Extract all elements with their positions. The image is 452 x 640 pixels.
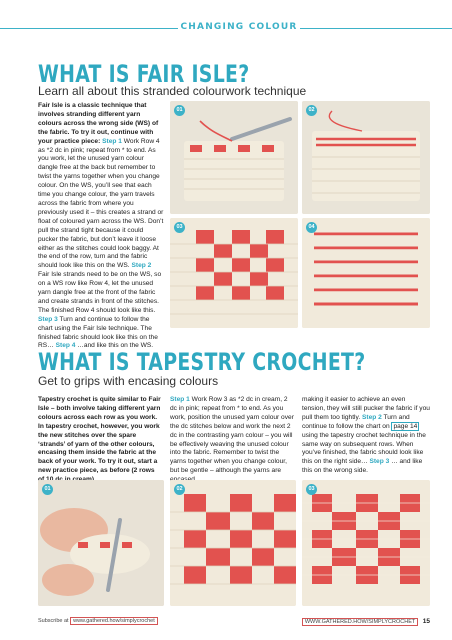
tapestry-step1-label: Step 1 [170,396,190,403]
fair-isle-step3-label: Step 3 [38,315,58,323]
fair-isle-photo-2 [302,101,430,214]
tapestry-photo-1 [38,480,164,606]
page-footer [38,618,430,628]
footer-right [302,618,430,625]
tapestry-rs-swatch-image [170,480,296,606]
tapestry-step2-pre: Turn and continue to follow the chart on [302,413,410,430]
tapestry-step3-text: … and like this on the wrong side. [302,458,423,475]
tapestry-photo-3 [302,480,430,606]
header-rule-left [0,28,178,29]
section-label: CHANGING COLOUR [180,22,298,32]
page-reference-link[interactable]: page 14 [393,422,418,430]
section-header [0,22,452,36]
fair-isle-step1-label: Step 1 [102,137,122,145]
tapestry-col3 [302,396,430,476]
photo-number-badge: 03 [174,222,185,233]
photo-number-badge: 02 [306,105,317,116]
tapestry-col3-text: making it easier to achieve an even tension, they will still pucker the fabric if you pull them too tightly. [302,396,430,421]
fair-isle-subtitle: Learn all about this stranded colourwork technique [38,84,307,98]
fair-isle-step2-label: Step 2 [131,262,152,270]
crochet-strands-swatch-image [302,101,430,214]
fair-isle-photo-4 [302,218,430,328]
photo-number-badge: 03 [306,484,317,495]
fair-isle-step3-text: Turn and continue to follow the chart using the Fair Isle technique. The finished fabric should look like this on the RS… [38,315,158,350]
crochet-hook-swatch-image [170,101,298,214]
tapestry-subtitle: Get to grips with encasing colours [38,374,219,388]
header-rule-right [300,28,452,29]
tapestry-step3-label: Step 3 [369,458,390,466]
tapestry-step1 [170,396,294,485]
tapestry-photo-2 [170,480,296,606]
fair-isle-intro: Fair Isle is a classic technique that involves stranding different yarn colours across the wrong side (WS) of the fabric. To try it out, continue with your practice piece: [38,102,159,145]
fair-isle-ws-swatch-image [302,218,430,328]
fair-isle-photo-3 [170,218,298,328]
photo-number-badge: 01 [174,105,185,116]
tapestry-hands-image [38,480,164,606]
tapestry-step1-text: Work Row 3 as *2 dc in cream, 2 dc in pink; repeat from * to end. As you work, position the unused yarn colour over the dc stitches below and work the next 2 dc in the contrasting yarn colour – you will be effectively weaving the unused colour into the fabric. Remember to twist the yarns together when you change colour, but be gentle – although the yarns are [170,396,294,475]
tapestry-step2-label: Step 2 [362,413,382,421]
tapestry-step2-post: using the tapestry crochet technique in the same way on subsequent rows. When you’ve finished, the fabric should look like this on the right side… [302,431,426,466]
fair-isle-step4-text: …and like this on the WS. [77,342,154,350]
fair-isle-body [38,102,164,351]
tapestry-title: WHAT IS TAPESTRY CROCHET? [38,348,366,376]
fair-isle-step2-text: Fair Isle strands need to be on the WS, so on a WS row like Row 4, let the unused yarn dangle free at the front of the fabric and create strands in front of the stitches. The finished Row 4 should look like this. [38,271,162,314]
subscribe-prefix: Subscribe at [38,618,69,624]
page-number: 15 [422,618,430,625]
site-link[interactable]: WWW.GATHERED.HOW/SIMPLYCROCHET [302,618,418,626]
fair-isle-step1-text: Work Row 4 as *2 dc in pink; repeat from * to end. As you work, let the unused yarn colour dangle free at the back but remember to twist the yarns together when you change colour. On the WS, you’ll see that each time you change colour, the yarn travels across the fabric from where you previously used it – this creates a strand or float of coloured yarn across the WS. Don’t pull the strand tight because it could pucker the fabric, but don’t leave it loose either as the stitches could look baggy. At the end of the row, turn and the fabric should look like this on the WS. [38,137,164,270]
subscribe-link[interactable]: www.gathered.how/simplycrochet [70,617,158,625]
tapestry-intro [38,396,162,485]
fair-isle-step4-label: Step 4 [55,342,76,350]
photo-number-badge: 01 [42,484,53,495]
fair-isle-photo-1 [170,101,298,214]
tapestry-intro-text: Tapestry crochet is quite similar to Fair Isle – both involve taking different yarn colours across each row as you work. In tapestry crochet, however, you work the new stitches over the spare ‘strands’ of yarn of the other colours, encasing them inside the fabric at the back of your work. To try it out, start a new practice piece, as before (2 rows [38,396,161,475]
fair-isle-title: WHAT IS FAIR ISLE? [38,60,250,88]
fair-isle-rs-swatch-image [170,218,298,328]
photo-number-badge: 04 [306,222,317,233]
tapestry-ws-swatch-image [302,480,430,606]
photo-number-badge: 02 [174,484,185,495]
